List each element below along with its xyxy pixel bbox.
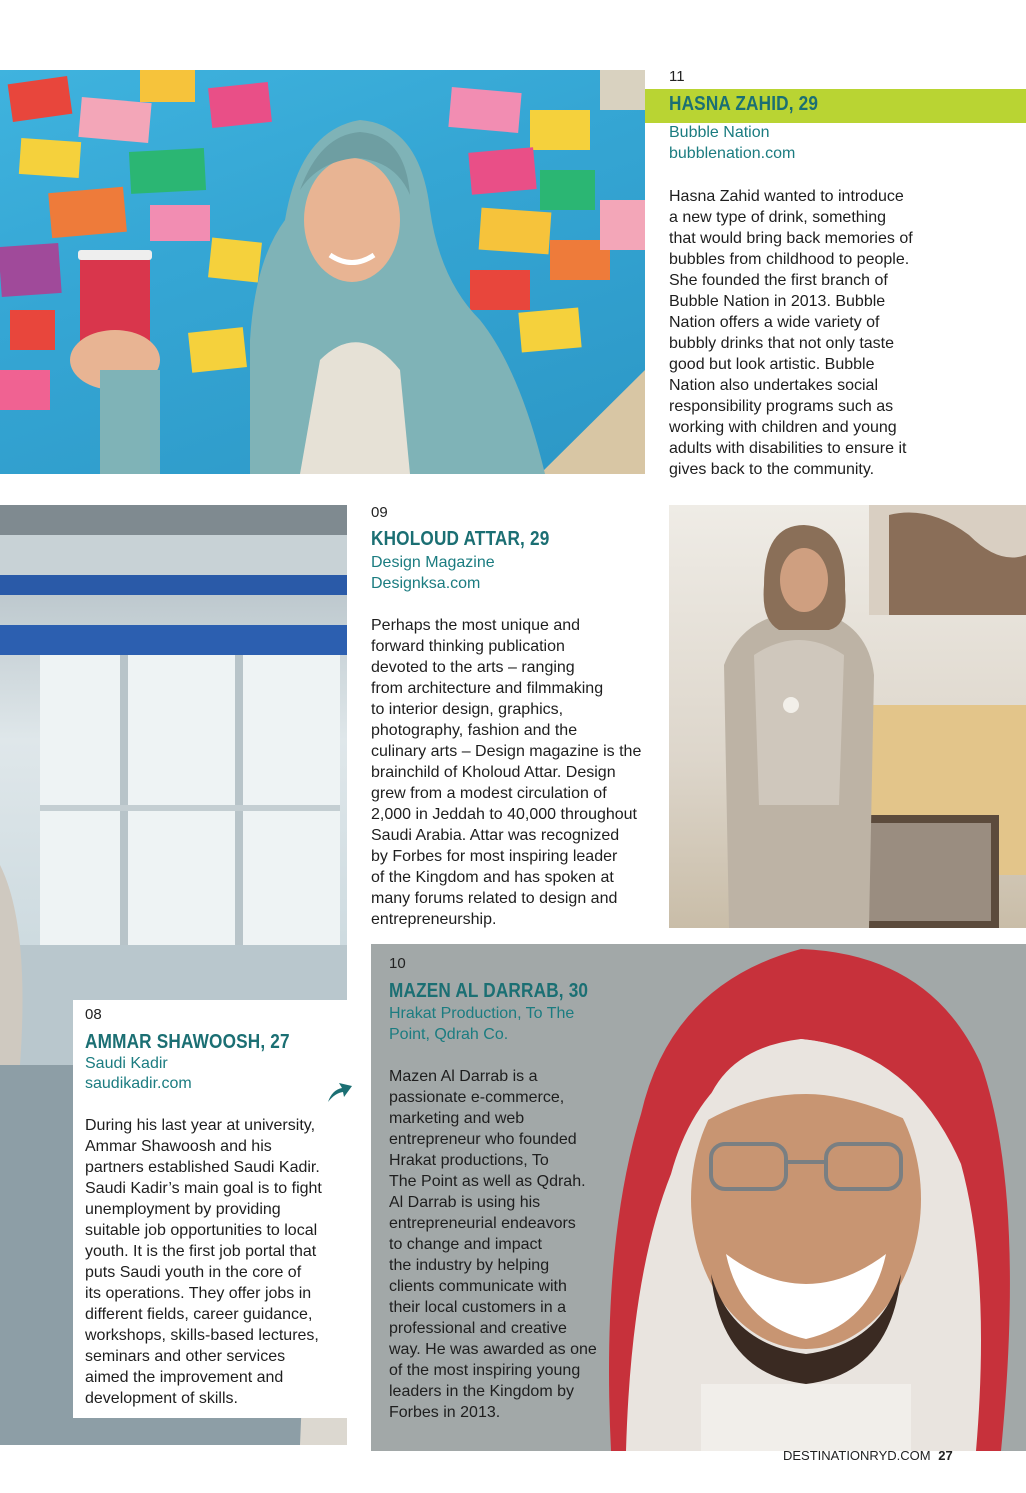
body-line: puts Saudi youth in the core of [85, 1264, 302, 1281]
arrow-icon [326, 1080, 354, 1104]
profile-name: HASNA ZAHID, 29 [669, 93, 819, 115]
body-line: youth. It is the first job portal that [85, 1243, 317, 1260]
body-line: unemployment by providing [85, 1201, 281, 1218]
body-line: entrepreneur who founded [389, 1131, 577, 1148]
body-line: to interior design, graphics, [371, 701, 564, 718]
body-line: development of skills. [85, 1390, 238, 1407]
body-line: many forums related to design and [371, 890, 618, 907]
body-line: 2,000 in Jeddah to 40,000 throughout [371, 806, 637, 823]
body-line: entrepreneurship. [371, 911, 497, 928]
body-line: by Forbes for most inspiring leader [371, 848, 618, 865]
body-line: During his last year at university, [85, 1117, 316, 1134]
body-line: Ammar Shawoosh and his [85, 1138, 272, 1155]
body-line: Hasna Zahid wanted to introduce [669, 188, 904, 205]
body-line: professional and creative [389, 1320, 567, 1337]
profile-body [389, 1066, 597, 1423]
body-line: of the most inspiring young [389, 1362, 581, 1379]
body-line: forward thinking publication [371, 638, 565, 655]
body-line: its operations. They offer jobs in [85, 1285, 312, 1302]
page-footer [783, 1448, 953, 1463]
body-line: workshops, skills-based lectures, [85, 1327, 319, 1344]
profile-website[interactable]: saudikadir.com [85, 1075, 192, 1092]
body-line: grew from a modest circulation of [371, 785, 607, 802]
body-line: bubbly drinks that not only taste [669, 335, 895, 352]
body-line: way. He was awarded as one [389, 1341, 597, 1358]
profile-body [85, 1115, 322, 1409]
body-line: entrepreneurial endeavors [389, 1215, 576, 1232]
body-line: Forbes in 2013. [389, 1404, 501, 1421]
body-line: Saudi Kadir’s main goal is to fight [85, 1180, 322, 1197]
body-line: photography, fashion and the [371, 722, 578, 739]
body-line: leaders in the Kingdom by [389, 1383, 574, 1400]
body-line: working with children and young [669, 419, 897, 436]
body-line: adults with disabilities to ensure it [669, 440, 907, 457]
body-line: aimed the improvement and [85, 1369, 284, 1386]
profile-number: 09 [371, 504, 388, 521]
page-number: 27 [938, 1448, 953, 1463]
body-line: She founded the first branch of [669, 272, 888, 289]
body-line: bubbles from childhood to people. [669, 251, 910, 268]
body-line: gives back to the community. [669, 461, 875, 478]
body-line: from architecture and filmmaking [371, 680, 604, 697]
profile-number: 08 [85, 1006, 102, 1023]
profile-number: 10 [389, 955, 406, 972]
profile-company: Design Magazine [371, 554, 495, 571]
body-line: clients communicate with [389, 1278, 567, 1295]
body-line: different fields, career guidance, [85, 1306, 313, 1323]
body-line: the industry by helping [389, 1257, 550, 1274]
body-line: their local customers in a [389, 1299, 566, 1316]
body-line: devoted to the arts – ranging [371, 659, 575, 676]
profile-website[interactable]: Designksa.com [371, 575, 481, 592]
body-line: good but look artistic. Bubble [669, 356, 875, 373]
company-line: Hrakat Production, To The [389, 1005, 575, 1022]
profile-name: MAZEN AL DARRAB, 30 [389, 980, 589, 1002]
profile-company [389, 1003, 574, 1045]
body-line: partners established Saudi Kadir. [85, 1159, 320, 1176]
kholoud-attar-photo [669, 505, 1026, 928]
profile-company: Bubble Nation [669, 124, 770, 141]
body-line: Saudi Arabia. Attar was recognized [371, 827, 620, 844]
profile-name: KHOLOUD ATTAR, 29 [371, 528, 550, 550]
body-line: responsibility programs such as [669, 398, 894, 415]
profile-website[interactable]: bubblenation.com [669, 145, 796, 162]
body-line: culinary arts – Design magazine is the [371, 743, 642, 760]
body-line: of the Kingdom and has spoken at [371, 869, 614, 886]
body-line: to change and impact [389, 1236, 542, 1253]
body-line: suitable job opportunities to local [85, 1222, 318, 1239]
kholoud-photo-illustration [669, 505, 1026, 928]
company-line: Point, Qdrah Co. [389, 1026, 509, 1043]
body-line: that would bring back memories of [669, 230, 913, 247]
profile-name: AMMAR SHAWOOSH, 27 [85, 1031, 290, 1053]
body-line: passionate e-commerce, [389, 1089, 565, 1106]
profile-body [669, 186, 913, 480]
profile-company: Saudi Kadir [85, 1055, 168, 1072]
footer-site[interactable]: DESTINATIONRYD.COM [783, 1448, 931, 1463]
body-line: seminars and other services [85, 1348, 286, 1365]
body-line: Perhaps the most unique and [371, 617, 581, 634]
body-line: brainchild of Kholoud Attar. Design [371, 764, 616, 781]
body-line: Al Darrab is using his [389, 1194, 541, 1211]
body-line: Hrakat productions, To [389, 1152, 549, 1169]
profile-body [371, 615, 641, 930]
hasna-photo-illustration [0, 70, 645, 474]
body-line: Nation also undertakes social [669, 377, 879, 394]
body-line: marketing and web [389, 1110, 525, 1127]
body-line: Nation offers a wide variety of [669, 314, 880, 331]
body-line: Mazen Al Darrab is a [389, 1068, 538, 1085]
body-line: a new type of drink, something [669, 209, 887, 226]
body-line: Bubble Nation in 2013. Bubble [669, 293, 886, 310]
profile-number: 11 [669, 68, 685, 85]
hasna-zahid-photo [0, 70, 645, 474]
body-line: The Point as well as Qdrah. [389, 1173, 586, 1190]
